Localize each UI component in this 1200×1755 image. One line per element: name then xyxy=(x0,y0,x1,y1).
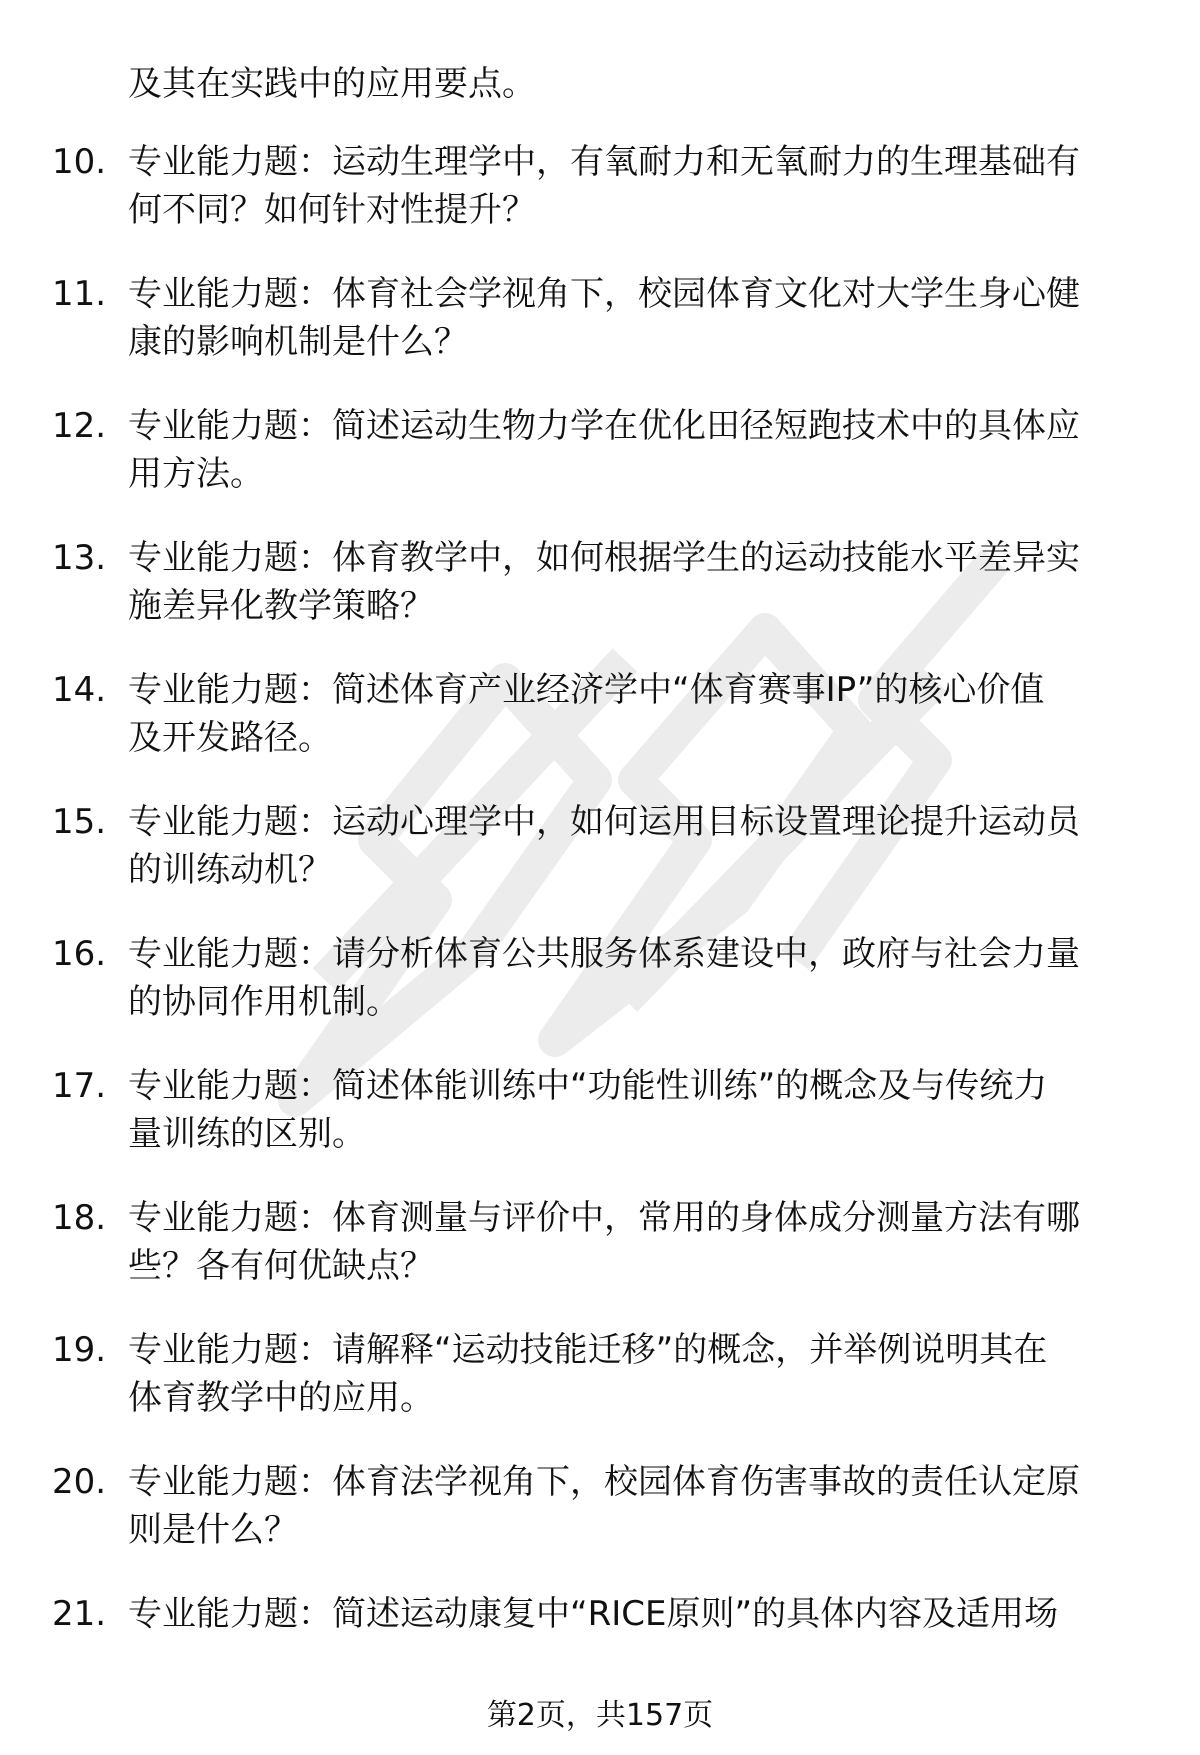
question-text-line: 专业能力题：体育法学视角下，校园体育伤害事故的责任认定原 xyxy=(128,1462,1080,1502)
question-number: 16. xyxy=(52,934,107,974)
question-text-line: 专业能力题：请分析体育公共服务体系建设中，政府与社会力量 xyxy=(128,934,1080,974)
question-text-line: 专业能力题：简述体能训练中“功能性训练”的概念及与传统力 xyxy=(128,1066,1048,1106)
question-text-line: 的训练动机？ xyxy=(128,850,332,890)
question-text-line: 专业能力题：请解释“运动技能迁移”的概念，并举例说明其在 xyxy=(128,1330,1048,1370)
question-text-line: 专业能力题：体育社会学视角下，校园体育文化对大学生身心健 xyxy=(128,274,1080,314)
question-text-line: 专业能力题：简述运动康复中“RICE原则”的具体内容及适用场 xyxy=(128,1594,1059,1634)
question-number: 18. xyxy=(52,1198,107,1238)
question-number: 11. xyxy=(52,274,107,314)
question-text-line: 量训练的区别。 xyxy=(128,1114,366,1154)
question-item xyxy=(0,138,1200,270)
question-text-line: 何不同？如何针对性提升？ xyxy=(128,190,536,230)
question-text-line: 及开发路径。 xyxy=(128,718,332,758)
question-item xyxy=(0,402,1200,534)
question-list xyxy=(0,138,1200,1722)
question-number: 14. xyxy=(52,670,107,710)
question-item xyxy=(0,534,1200,666)
question-item xyxy=(0,1194,1200,1326)
question-number: 10. xyxy=(52,142,107,182)
question-text-line: 些？各有何优缺点？ xyxy=(128,1246,434,1286)
continuation-text: 及其在实践中的应用要点。 xyxy=(128,64,536,104)
question-item xyxy=(0,798,1200,930)
question-item xyxy=(0,930,1200,1062)
question-number: 19. xyxy=(52,1330,107,1370)
question-number: 21. xyxy=(52,1594,107,1634)
question-text-line: 专业能力题：体育教学中，如何根据学生的运动技能水平差异实 xyxy=(128,538,1080,578)
page-footer: 第2页，共157页 xyxy=(486,1698,714,1733)
question-text-line: 专业能力题：简述运动生物力学在优化田径短跑技术中的具体应 xyxy=(128,406,1080,446)
question-text-line: 用方法。 xyxy=(128,454,264,494)
question-item xyxy=(0,666,1200,798)
question-text-line: 康的影响机制是什么？ xyxy=(128,322,468,362)
question-text-line: 的协同作用机制。 xyxy=(128,982,400,1022)
question-text-line: 专业能力题：简述体育产业经济学中“体育赛事IP”的核心价值 xyxy=(128,670,1045,710)
question-text-line: 专业能力题：运动生理学中，有氧耐力和无氧耐力的生理基础有 xyxy=(128,142,1080,182)
question-text-line: 体育教学中的应用。 xyxy=(128,1378,434,1418)
question-text-line: 专业能力题：体育测量与评价中，常用的身体成分测量方法有哪 xyxy=(128,1198,1080,1238)
question-number: 12. xyxy=(52,406,107,446)
question-number: 20. xyxy=(52,1462,107,1502)
question-item xyxy=(0,1458,1200,1590)
question-text-line: 则是什么？ xyxy=(128,1510,298,1550)
question-text-line: 施差异化教学策略？ xyxy=(128,586,434,626)
question-number: 17. xyxy=(52,1066,107,1106)
question-number: 13. xyxy=(52,538,107,578)
question-item xyxy=(0,1062,1200,1194)
question-item xyxy=(0,1326,1200,1458)
question-item xyxy=(0,270,1200,402)
question-text-line: 专业能力题：运动心理学中，如何运用目标设置理论提升运动员 xyxy=(128,802,1080,842)
question-number: 15. xyxy=(52,802,107,842)
